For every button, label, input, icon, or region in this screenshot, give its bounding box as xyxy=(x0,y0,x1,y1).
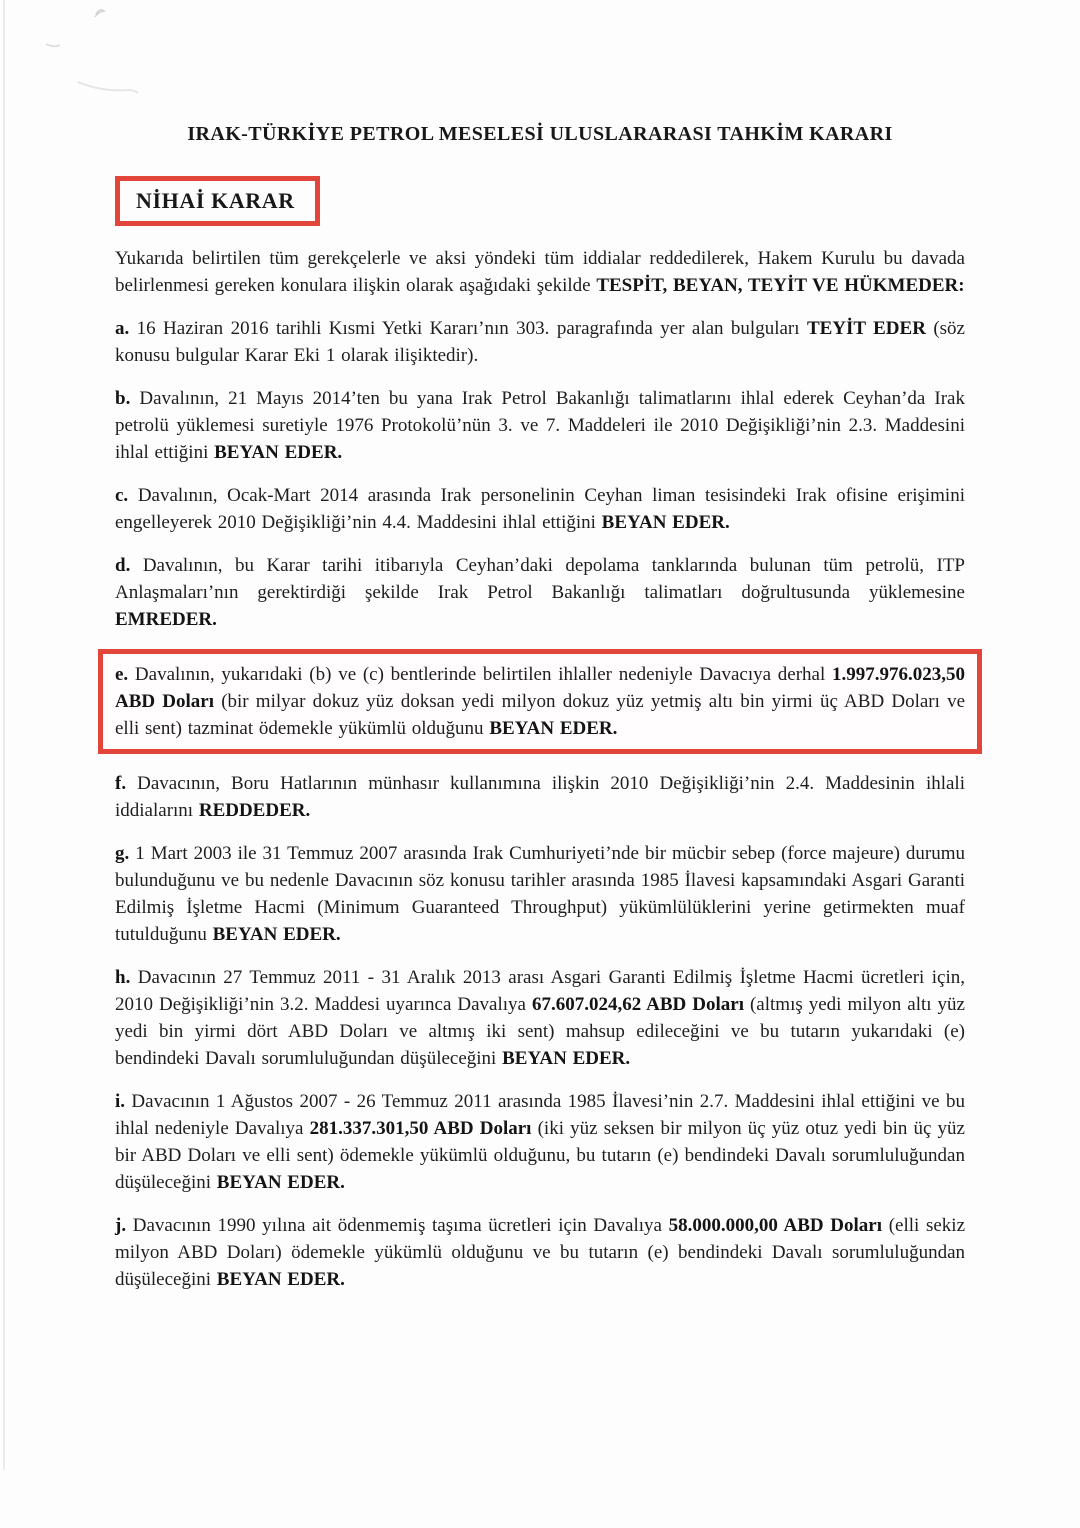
decision-item-g: g. 1 Mart 2003 ile 31 Temmuz 2007 arasında Irak Cumhuriyeti’nde bir mücbir sebep (force majeure) durumu bulunduğunu ve bu nedenle Davacının söz konusu tarihler arasında 1985 İlavesi kapsamındaki Asgari Garanti Edilmiş İşletme Hacmi (Minimum Guaranteed Throughput) yükümlülüklerini yerine getirmekten muaf tutulduğunu BEYAN EDER. xyxy=(115,843,965,945)
decision-item-e: e. Davalının, yukarıdaki (b) ve (c) bentlerinde belirtilen ihlaller nedeniyle Davacıya derhal 1.997.976.023,50 ABD Doları (bir milyar dokuz yüz doksan yedi milyon dokuz yüz yetmiş altı bin yirmi üç ABD Doları ve elli sent) tazminat ödemekle yükümlü olduğunu BEYAN EDER. xyxy=(115,664,965,739)
decision-item-a: a. 16 Haziran 2016 tarihli Kısmi Yetki Kararı’nın 303. paragrafında yer alan bulguları TEYİT EDER (söz konusu bulgular Karar Eki 1 olarak ilişiktedir). xyxy=(115,318,965,366)
scan-edge-shadow xyxy=(3,0,5,1470)
decision-item-f: f. Davacının, Boru Hatlarının münhasır kullanımına ilişkin 2010 Değişikliği’nin 2.4. Maddesinin ihlali iddialarını REDDEDER. xyxy=(115,773,965,821)
decision-body xyxy=(115,245,965,1293)
highlight-box-item-e xyxy=(98,649,982,754)
scan-pencil-marks xyxy=(0,0,400,120)
decision-item-c: c. Davalının, Ocak-Mart 2014 arasında Irak personelinin Ceyhan liman tesisindeki Irak ofisine erişimini engelleyerek 2010 Değişikliği’nin 4.4. Maddesini ihlal ettiğini BEYAN EDER. xyxy=(115,485,965,533)
final-decision-stamp xyxy=(115,176,320,226)
intro-paragraph: Yukarıda belirtilen tüm gerekçelerle ve aksi yöndeki tüm iddialar reddedilerek, Hakem Kurulu bu davada belirlenmesi gereken konulara ilişkin olarak aşağıdaki şekilde TESPİT, BEYAN, TEYİT VE HÜKMEDER: xyxy=(115,248,965,296)
document-title: IRAK-TÜRKİYE PETROL MESELESİ ULUSLARARASI TAHKİM KARARI xyxy=(187,123,893,145)
decision-item-d: d. Davalının, bu Karar tarihi itibarıyla Ceyhan’daki depolama tanklarında bulunan tüm petrolü, ITP Anlaşmaları’nın gerektirdiği şekilde Irak Petrol Bakanlığı talimatları doğrultusunda yüklemesine EMREDER. xyxy=(115,555,965,630)
decision-item-b: b. Davalının, 21 Mayıs 2014’ten bu yana Irak Petrol Bakanlığı talimatlarını ihlal ederek Ceyhan’da Irak petrolü yüklemesi suretiyle 1976 Protokolü’nün 3. ve 7. Maddeleri ile 2010 Değişikliği’nin 2.3. Maddesini ihlal ettiğini BEYAN EDER. xyxy=(115,388,965,463)
decision-item-j: j. Davacının 1990 yılına ait ödenmemiş taşıma ücretleri için Davalıya 58.000.000,00 ABD Doları (elli sekiz milyon ABD Doları) ödemekle yükümlü olduğunu ve bu tutarın (e) bendindeki Davalı sorumluluğundan düşüleceğini BEYAN EDER. xyxy=(115,1215,966,1290)
final-decision-stamp-label: NİHAİ KARAR xyxy=(136,188,295,213)
decision-item-i: i. Davacının 1 Ağustos 2007 - 26 Temmuz 2011 arasında 1985 İlavesi’nin 2.7. Maddesini ihlal ettiğini ve bu ihlal nedeniyle Davalıya 281.337.301,50 ABD Doları (iki yüz seksen bir milyon üç yüz otuz yedi bin üç yüz bir ABD Doları ve elli sent) ödemekle yükümlü olduğunu, bu tutarın (e) bendindeki Davalı sorumluluğundan düşüleceğini BEYAN EDER. xyxy=(115,1091,965,1193)
decision-item-h: h. Davacının 27 Temmuz 2011 - 31 Aralık 2013 arası Asgari Garanti Edilmiş İşletme Hacmi ücretleri için, 2010 Değişikliği’nin 3.2. Maddesi uyarınca Davalıya 67.607.024,62 ABD Doları (altmış yedi milyon altı yüz yedi bin yirmi dört ABD Doları ve altmış iki sent) mahsup edileceğini ve bu tutarın yukarıdaki (e) bendindeki Davalı sorumluluğundan düşüleceğini BEYAN EDER. xyxy=(115,967,965,1069)
